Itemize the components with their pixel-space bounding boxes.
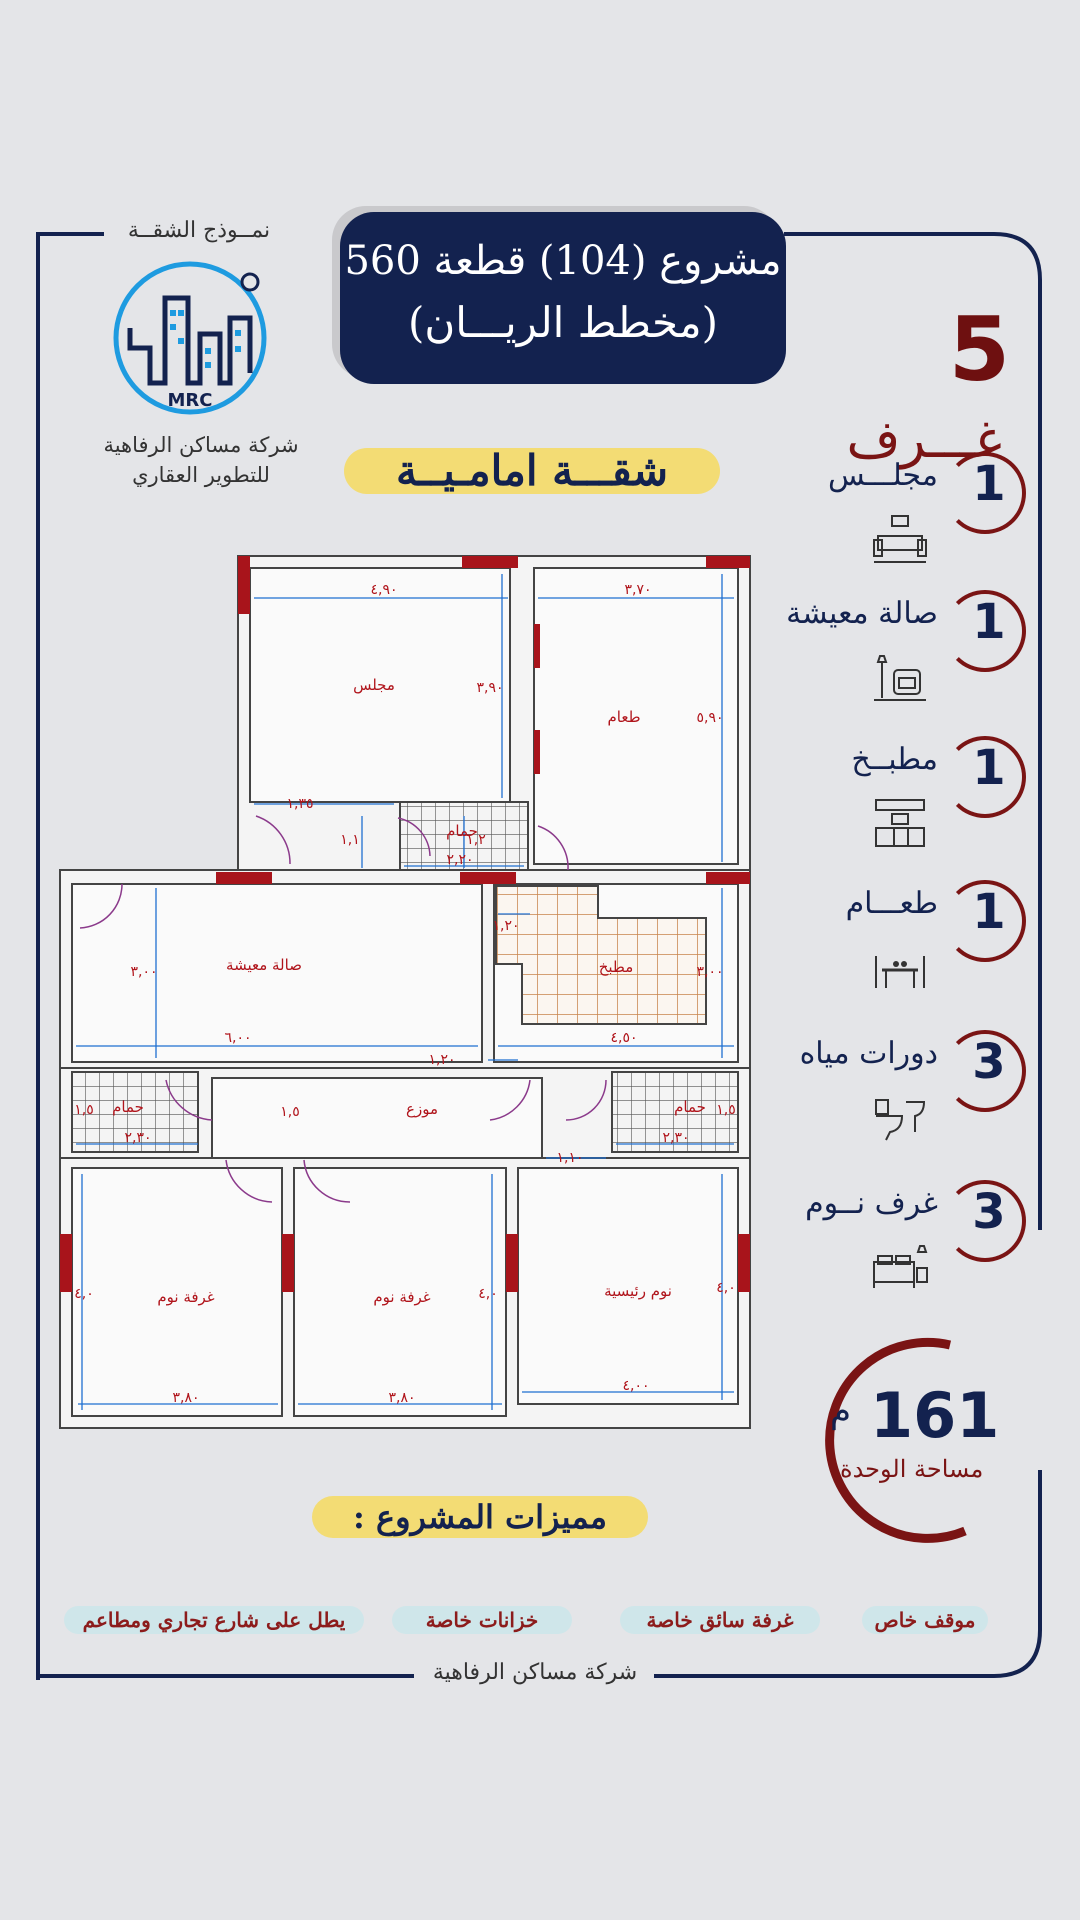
- project-header: [340, 212, 786, 384]
- project-title: مشروع (104) قطعة 560: [344, 238, 782, 284]
- dim-bath-top-h2: ١,٢: [466, 832, 486, 848]
- dim-kitchen-h: ٣,٠٠: [696, 964, 724, 980]
- feature-count: 1: [972, 740, 1006, 796]
- room-bath-left: حمام: [112, 1098, 144, 1116]
- rooms-total: [810, 298, 1010, 470]
- floor-plan: [58, 554, 754, 1430]
- dim-bed1-w: ٣,٨٠: [172, 1390, 200, 1406]
- feature-label: طعـــام: [845, 886, 938, 921]
- unit-area: [800, 1335, 1000, 1545]
- kitchen-icon: [872, 798, 928, 848]
- feature-count: 1: [972, 884, 1006, 940]
- dim-master-w: ٤,٠٠: [622, 1378, 650, 1394]
- feature-count: 1: [972, 456, 1006, 512]
- dim-bed2-h: ٤,٠: [478, 1286, 498, 1302]
- dim-bath-left-h: ١,٥: [74, 1102, 94, 1118]
- dim-dining-h: ٥,٩٠: [696, 710, 724, 726]
- rooms-total-number: 5: [948, 298, 1010, 401]
- feature-label: مطبــخ: [851, 742, 938, 777]
- dining-table-icon: [872, 942, 928, 992]
- company-name-line2: للتطوير العقاري: [132, 463, 270, 487]
- dim-bath-right-w: ٢,٣٠: [662, 1130, 690, 1146]
- features-title: مميزات المشروع :: [312, 1496, 648, 1538]
- rooms-total-label: غـــرف: [846, 410, 1002, 470]
- dim-majlis-h: ٣,٩٠: [476, 680, 504, 696]
- feature-label: غرف نــوم: [805, 1186, 938, 1221]
- sofa-icon: [872, 514, 928, 564]
- area-label: مساحة الوحدة: [840, 1455, 984, 1483]
- feature-majlis: [760, 452, 1050, 582]
- dim-corridor: ١,٣٥: [286, 796, 314, 812]
- feature-count: 3: [972, 1034, 1006, 1090]
- dim-dining-w: ٣,٧٠: [624, 582, 652, 598]
- room-kitchen: مطبخ: [598, 958, 634, 976]
- feature-label: مجلـــس: [828, 458, 938, 493]
- feature-dining: [760, 880, 1050, 1010]
- bed-icon: [872, 1242, 928, 1292]
- dim-hall-h: ١,٥: [280, 1104, 300, 1120]
- feature-count: 1: [972, 594, 1006, 650]
- dim-kitchen-w: ٤,٥٠: [610, 1030, 638, 1046]
- dim-bath-right-h: ١,٥: [716, 1102, 736, 1118]
- feature-living: [760, 590, 1050, 720]
- room-dining: طعام: [607, 708, 641, 726]
- room-bed1: غرفة نوم: [157, 1288, 215, 1306]
- feature-pill-tanks: خزانات خاصة: [392, 1606, 572, 1634]
- feature-pill-parking: موقف خاص: [862, 1606, 988, 1634]
- dim-bed1-h: ٤,٠: [74, 1286, 94, 1302]
- room-majlis: مجلس: [353, 676, 395, 694]
- feature-label: صالة معيشة: [786, 596, 938, 631]
- dim-bath-left-w: ٢,٣٠: [124, 1130, 152, 1146]
- room-hall: موزع: [406, 1100, 438, 1118]
- dim-master-h: ٤,٠: [716, 1280, 736, 1296]
- apartment-title: شقـــة امامـيــة: [344, 448, 720, 494]
- feature-pill-driver-room: غرفة سائق خاصة: [620, 1606, 820, 1634]
- company-name-line1: شركة مساكن الرفاهية: [103, 433, 299, 457]
- feature-bedrooms: [760, 1180, 1050, 1310]
- company-name: [96, 430, 306, 490]
- area-unit: م: [830, 1391, 852, 1431]
- toilet-sink-icon: [872, 1092, 928, 1142]
- logo-text: MRC: [167, 390, 213, 411]
- footer-company: شركة مساكن الرفاهية: [420, 1660, 650, 1685]
- dim-living-w: ٦,٠٠: [224, 1030, 252, 1046]
- dim-living-h: ٣,٠٠: [130, 964, 158, 980]
- feature-label: دورات مياه: [799, 1036, 938, 1071]
- room-bed2: غرفة نوم: [373, 1288, 431, 1306]
- company-logo: [110, 258, 270, 428]
- feature-kitchen: [760, 736, 1050, 866]
- feature-bathrooms: [760, 1030, 1050, 1160]
- dim-bath-top-h1: ١,١: [340, 832, 360, 848]
- room-bath-right: حمام: [674, 1098, 706, 1116]
- room-master: نوم رئيسية: [604, 1282, 672, 1300]
- project-subtitle: (مخطط الريـــان): [408, 298, 718, 347]
- dim-bath-top-w: ٢,٢٠: [446, 852, 474, 868]
- feature-pill-street-view: يطل على شارع تجاري ومطاعم: [64, 1606, 364, 1634]
- dim-majlis-w: ٤,٩٠: [370, 582, 398, 598]
- model-label: نمــوذج الشقــة: [104, 218, 294, 243]
- feature-count: 3: [972, 1184, 1006, 1240]
- dim-hall-gap: ١,٢٠: [428, 1052, 456, 1068]
- room-bath-top: حمام: [446, 822, 478, 840]
- dim-bath-right-gap: ١,١٠: [556, 1150, 584, 1166]
- area-value: 161: [870, 1379, 1000, 1452]
- room-living: صالة معيشة: [226, 956, 302, 974]
- armchair-lamp-icon: [872, 652, 928, 702]
- dim-bed2-w: ٣,٨٠: [388, 1390, 416, 1406]
- dim-kitchen-side: ١,٢٠: [492, 918, 520, 934]
